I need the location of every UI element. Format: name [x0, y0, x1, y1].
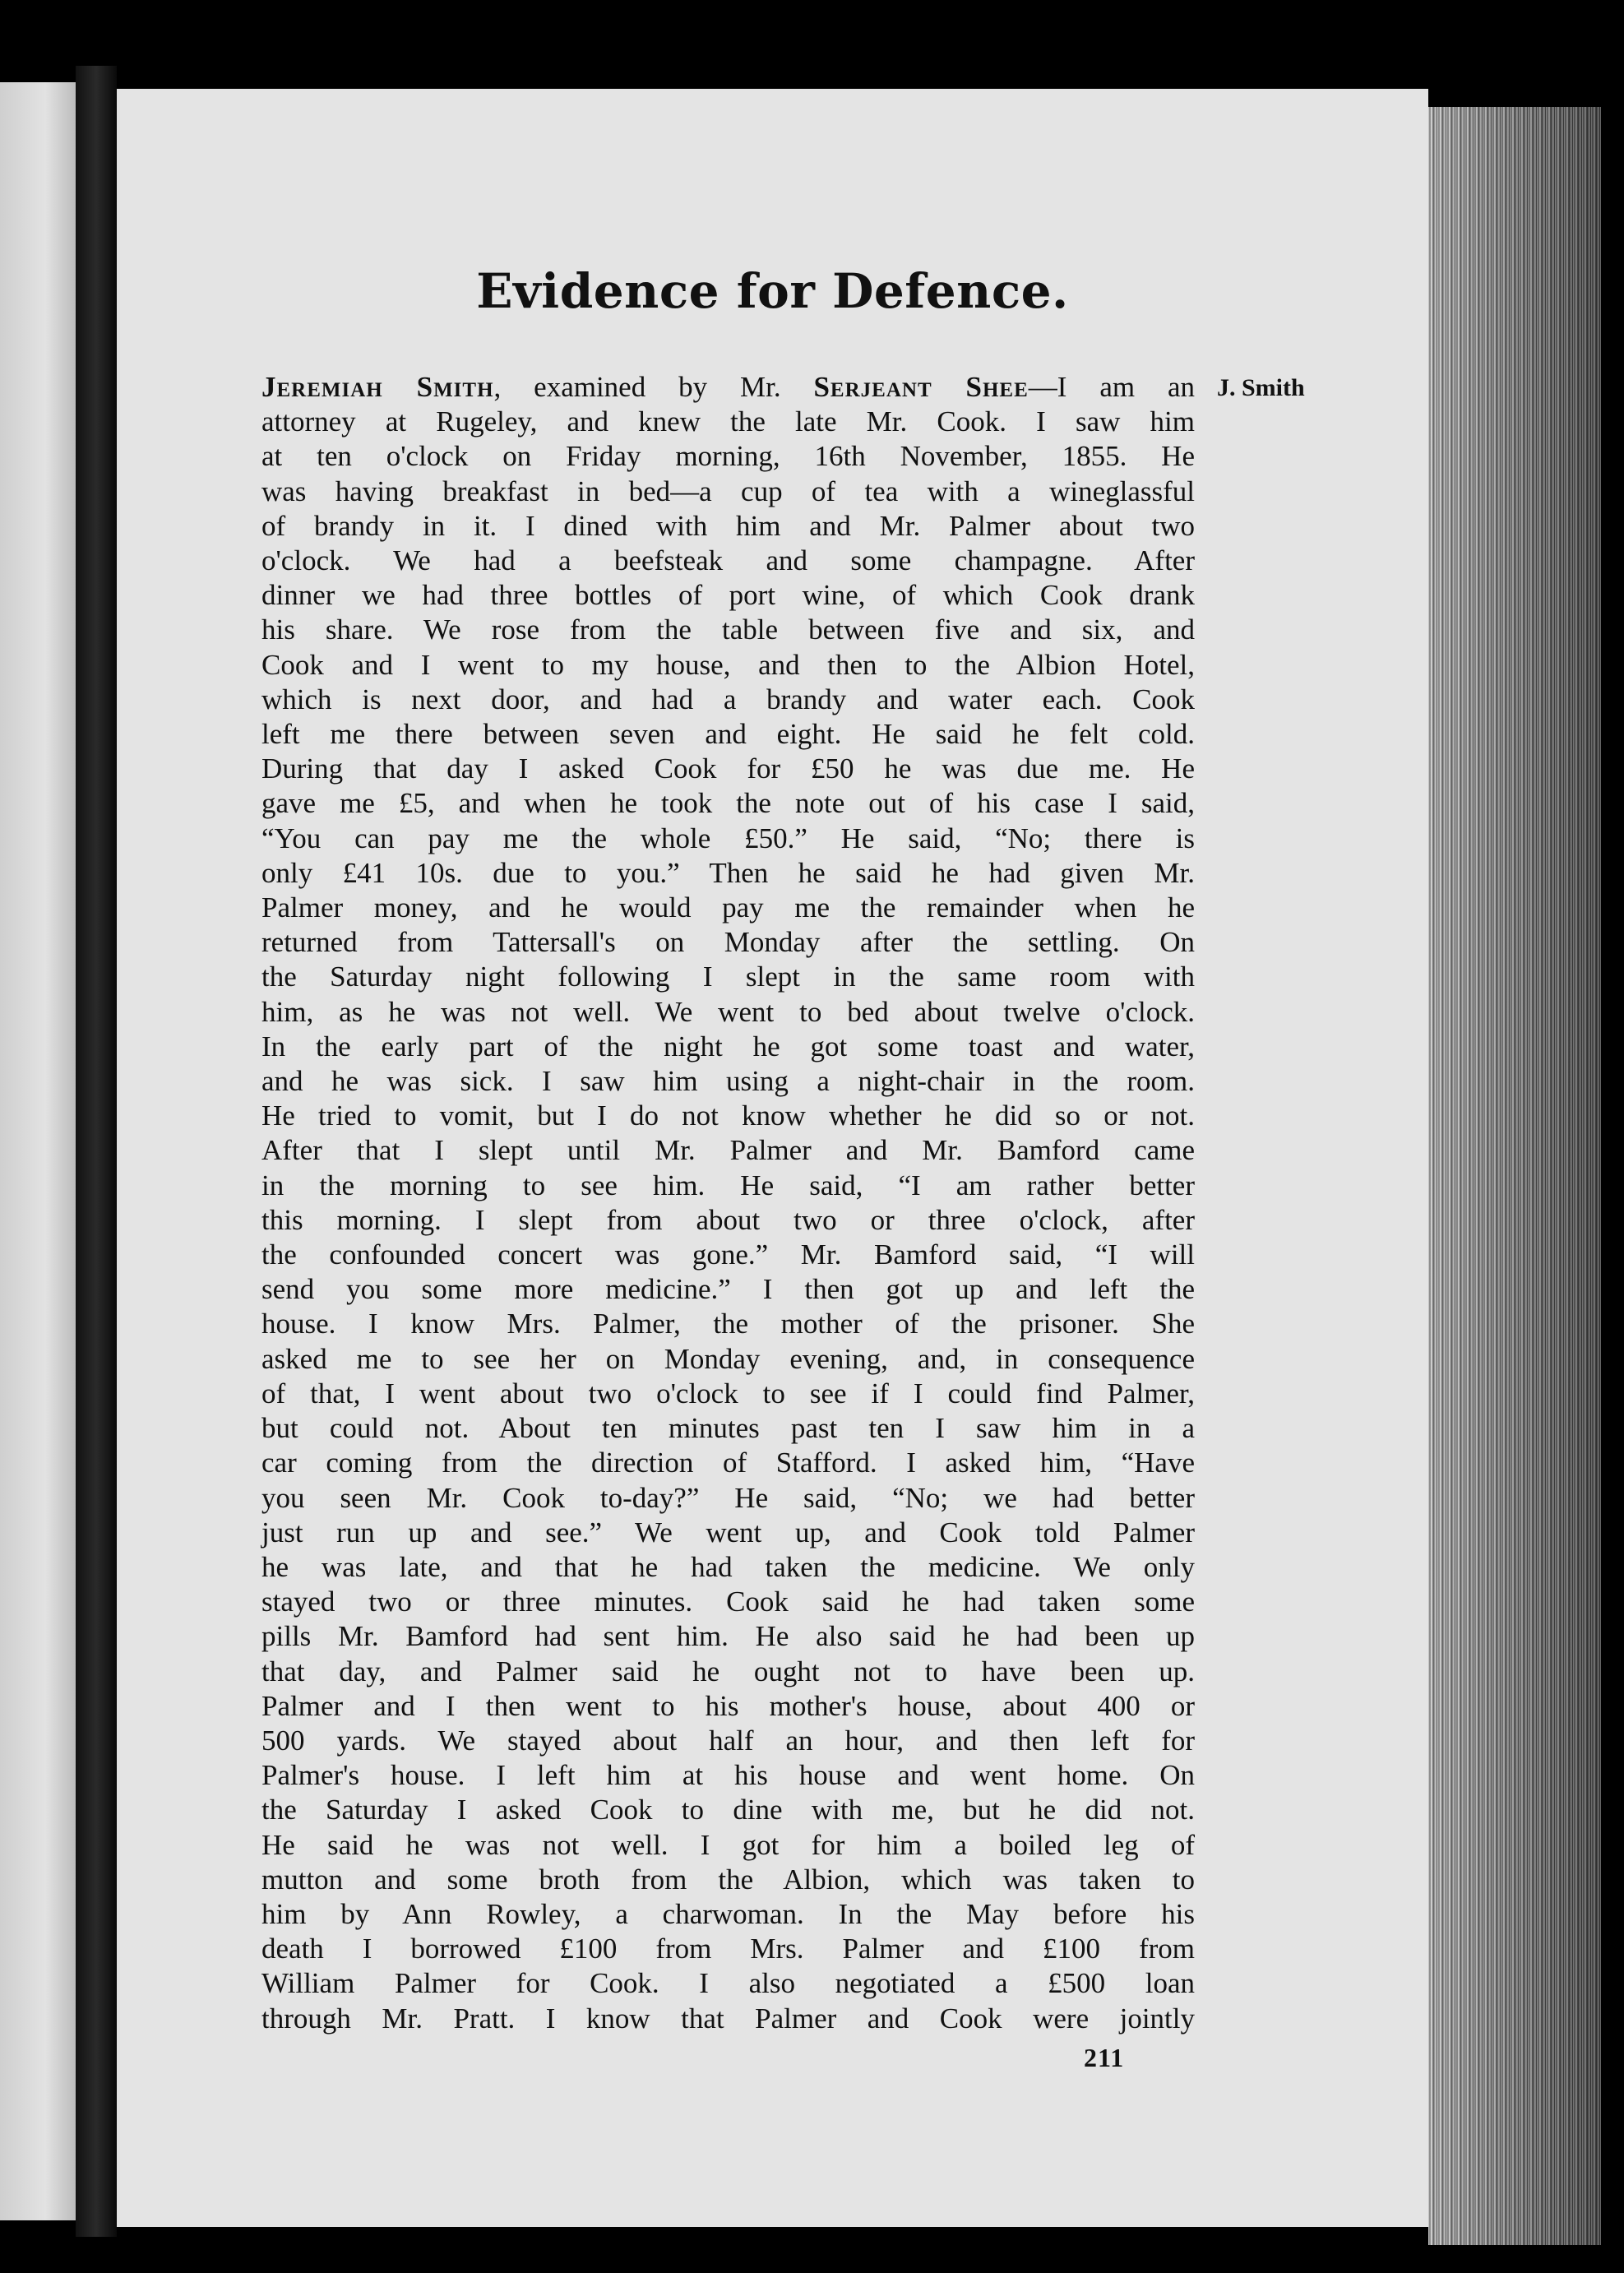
text-line: that day, and Palmer said he ought not to have been up. [261, 1655, 1195, 1687]
text-line: Palmer money, and he would pay me the remainder when he [261, 891, 1195, 924]
text-line: the Saturday I asked Cook to dine with me, but he did not. [261, 1794, 1195, 1826]
text-line: dinner we had three bottles of port wine, of which Cook drank [261, 579, 1195, 612]
body-text [261, 370, 1195, 2036]
opening-rest: —I am an [1028, 371, 1195, 403]
text-line: attorney at Rugeley, and knew the late Mr. Cook. I saw him [261, 405, 1195, 438]
text-line: this morning. I slept from about two or three o'clock, after [261, 1203, 1195, 1236]
text-line: In the early part of the night he got some toast and water, [261, 1030, 1195, 1062]
text-line: death I borrowed £100 from Mrs. Palmer and £100 from [261, 1933, 1195, 1965]
margin-note: J. Smith [1217, 374, 1305, 401]
text-line: o'clock. We had a beefsteak and some champagne. After [261, 544, 1195, 577]
text-line: just run up and see.” We went up, and Cook told Palmer [261, 1516, 1195, 1549]
text-line: pills Mr. Bamford had sent him. He also said he had been up [261, 1620, 1195, 1653]
text-line: of brandy in it. I dined with him and Mr. Palmer about two [261, 509, 1195, 542]
text-line: Palmer's house. I left him at his house and went home. On [261, 1759, 1195, 1792]
text-line: the Saturday night following I slept in the same room with [261, 961, 1195, 993]
text-line: and he was sick. I saw him using a night-chair in the room. [261, 1065, 1195, 1098]
text-line: left me there between seven and eight. He said he felt cold. [261, 718, 1195, 751]
text-line: through Mr. Pratt. I know that Palmer and Cook were jointly [261, 2002, 1195, 2035]
text-line: After that I slept until Mr. Palmer and Mr. Bamford came [261, 1134, 1195, 1167]
text-line: him, as he was not well. We went to bed about twelve o'clock. [261, 995, 1195, 1028]
text-line: mutton and some broth from the Albion, which was taken to [261, 1863, 1195, 1896]
text-line: asked me to see her on Monday evening, and, in consequence [261, 1342, 1195, 1375]
book-gutter [76, 66, 117, 2237]
text-line: Cook and I went to my house, and then to the Albion Hotel, [261, 648, 1195, 681]
opening-intro: , examined by Mr. [493, 371, 814, 403]
text-line: gave me £5, and when he took the note out of his case I said, [261, 787, 1195, 820]
text-line: He said he was not well. I got for him a boiled leg of [261, 1828, 1195, 1861]
text-line: During that day I asked Cook for £50 he was due me. He [261, 752, 1195, 785]
text-line: car coming from the direction of Stafford. I asked him, “Have [261, 1447, 1195, 1479]
text-line: 500 yards. We stayed about half an hour, and then left for [261, 1724, 1195, 1757]
text-line: in the morning to see him. He said, “I am rather better [261, 1169, 1195, 1201]
text-line: him by Ann Rowley, a charwoman. In the May before his [261, 1897, 1195, 1930]
text-line: only £41 10s. due to you.” Then he said he had given Mr. [261, 856, 1195, 889]
text-line: stayed two or three minutes. Cook said he had taken some [261, 1586, 1195, 1618]
opening-line [261, 370, 1195, 405]
text-line: of that, I went about two o'clock to see if I could find Palmer, [261, 1377, 1195, 1410]
text-line: his share. We rose from the table between five and six, and [261, 613, 1195, 646]
text-line: returned from Tattersall's on Monday after the settling. On [261, 926, 1195, 959]
page-number: 211 [1084, 2043, 1125, 2072]
page-stack-edges [1428, 107, 1601, 2245]
text-line: which is next door, and had a brandy and water each. Cook [261, 683, 1195, 715]
speaker-name: Jeremiah Smith [261, 371, 494, 403]
text-line: he was late, and that he had taken the medicine. We only [261, 1550, 1195, 1583]
text-line: “You can pay me the whole £50.” He said, “No; there is [261, 822, 1195, 854]
counsel-name: Serjeant Shee [813, 371, 1029, 403]
text-line: He tried to vomit, but I do not know whether he did so or not. [261, 1099, 1195, 1132]
text-line: William Palmer for Cook. I also negotiated a £500 loan [261, 1967, 1195, 2000]
text-line: but could not. About ten minutes past ten I saw him in a [261, 1412, 1195, 1445]
text-line: house. I know Mrs. Palmer, the mother of the prisoner. She [261, 1308, 1195, 1340]
text-line: you seen Mr. Cook to-day?” He said, “No; we had better [261, 1481, 1195, 1514]
page-title: Evidence for Defence. [476, 263, 1069, 319]
text-line: send you some more medicine.” I then got up and left the [261, 1273, 1195, 1306]
text-line: at ten o'clock on Friday morning, 16th November, 1855. He [261, 440, 1195, 473]
text-line: was having breakfast in bed—a cup of tea with a wineglassful [261, 475, 1195, 507]
text-line: the confounded concert was gone.” Mr. Bamford said, “I will [261, 1238, 1195, 1271]
left-page-edge [0, 82, 76, 2220]
text-line: Palmer and I then went to his mother's house, about 400 or [261, 1689, 1195, 1722]
text-lines [261, 405, 1195, 2036]
